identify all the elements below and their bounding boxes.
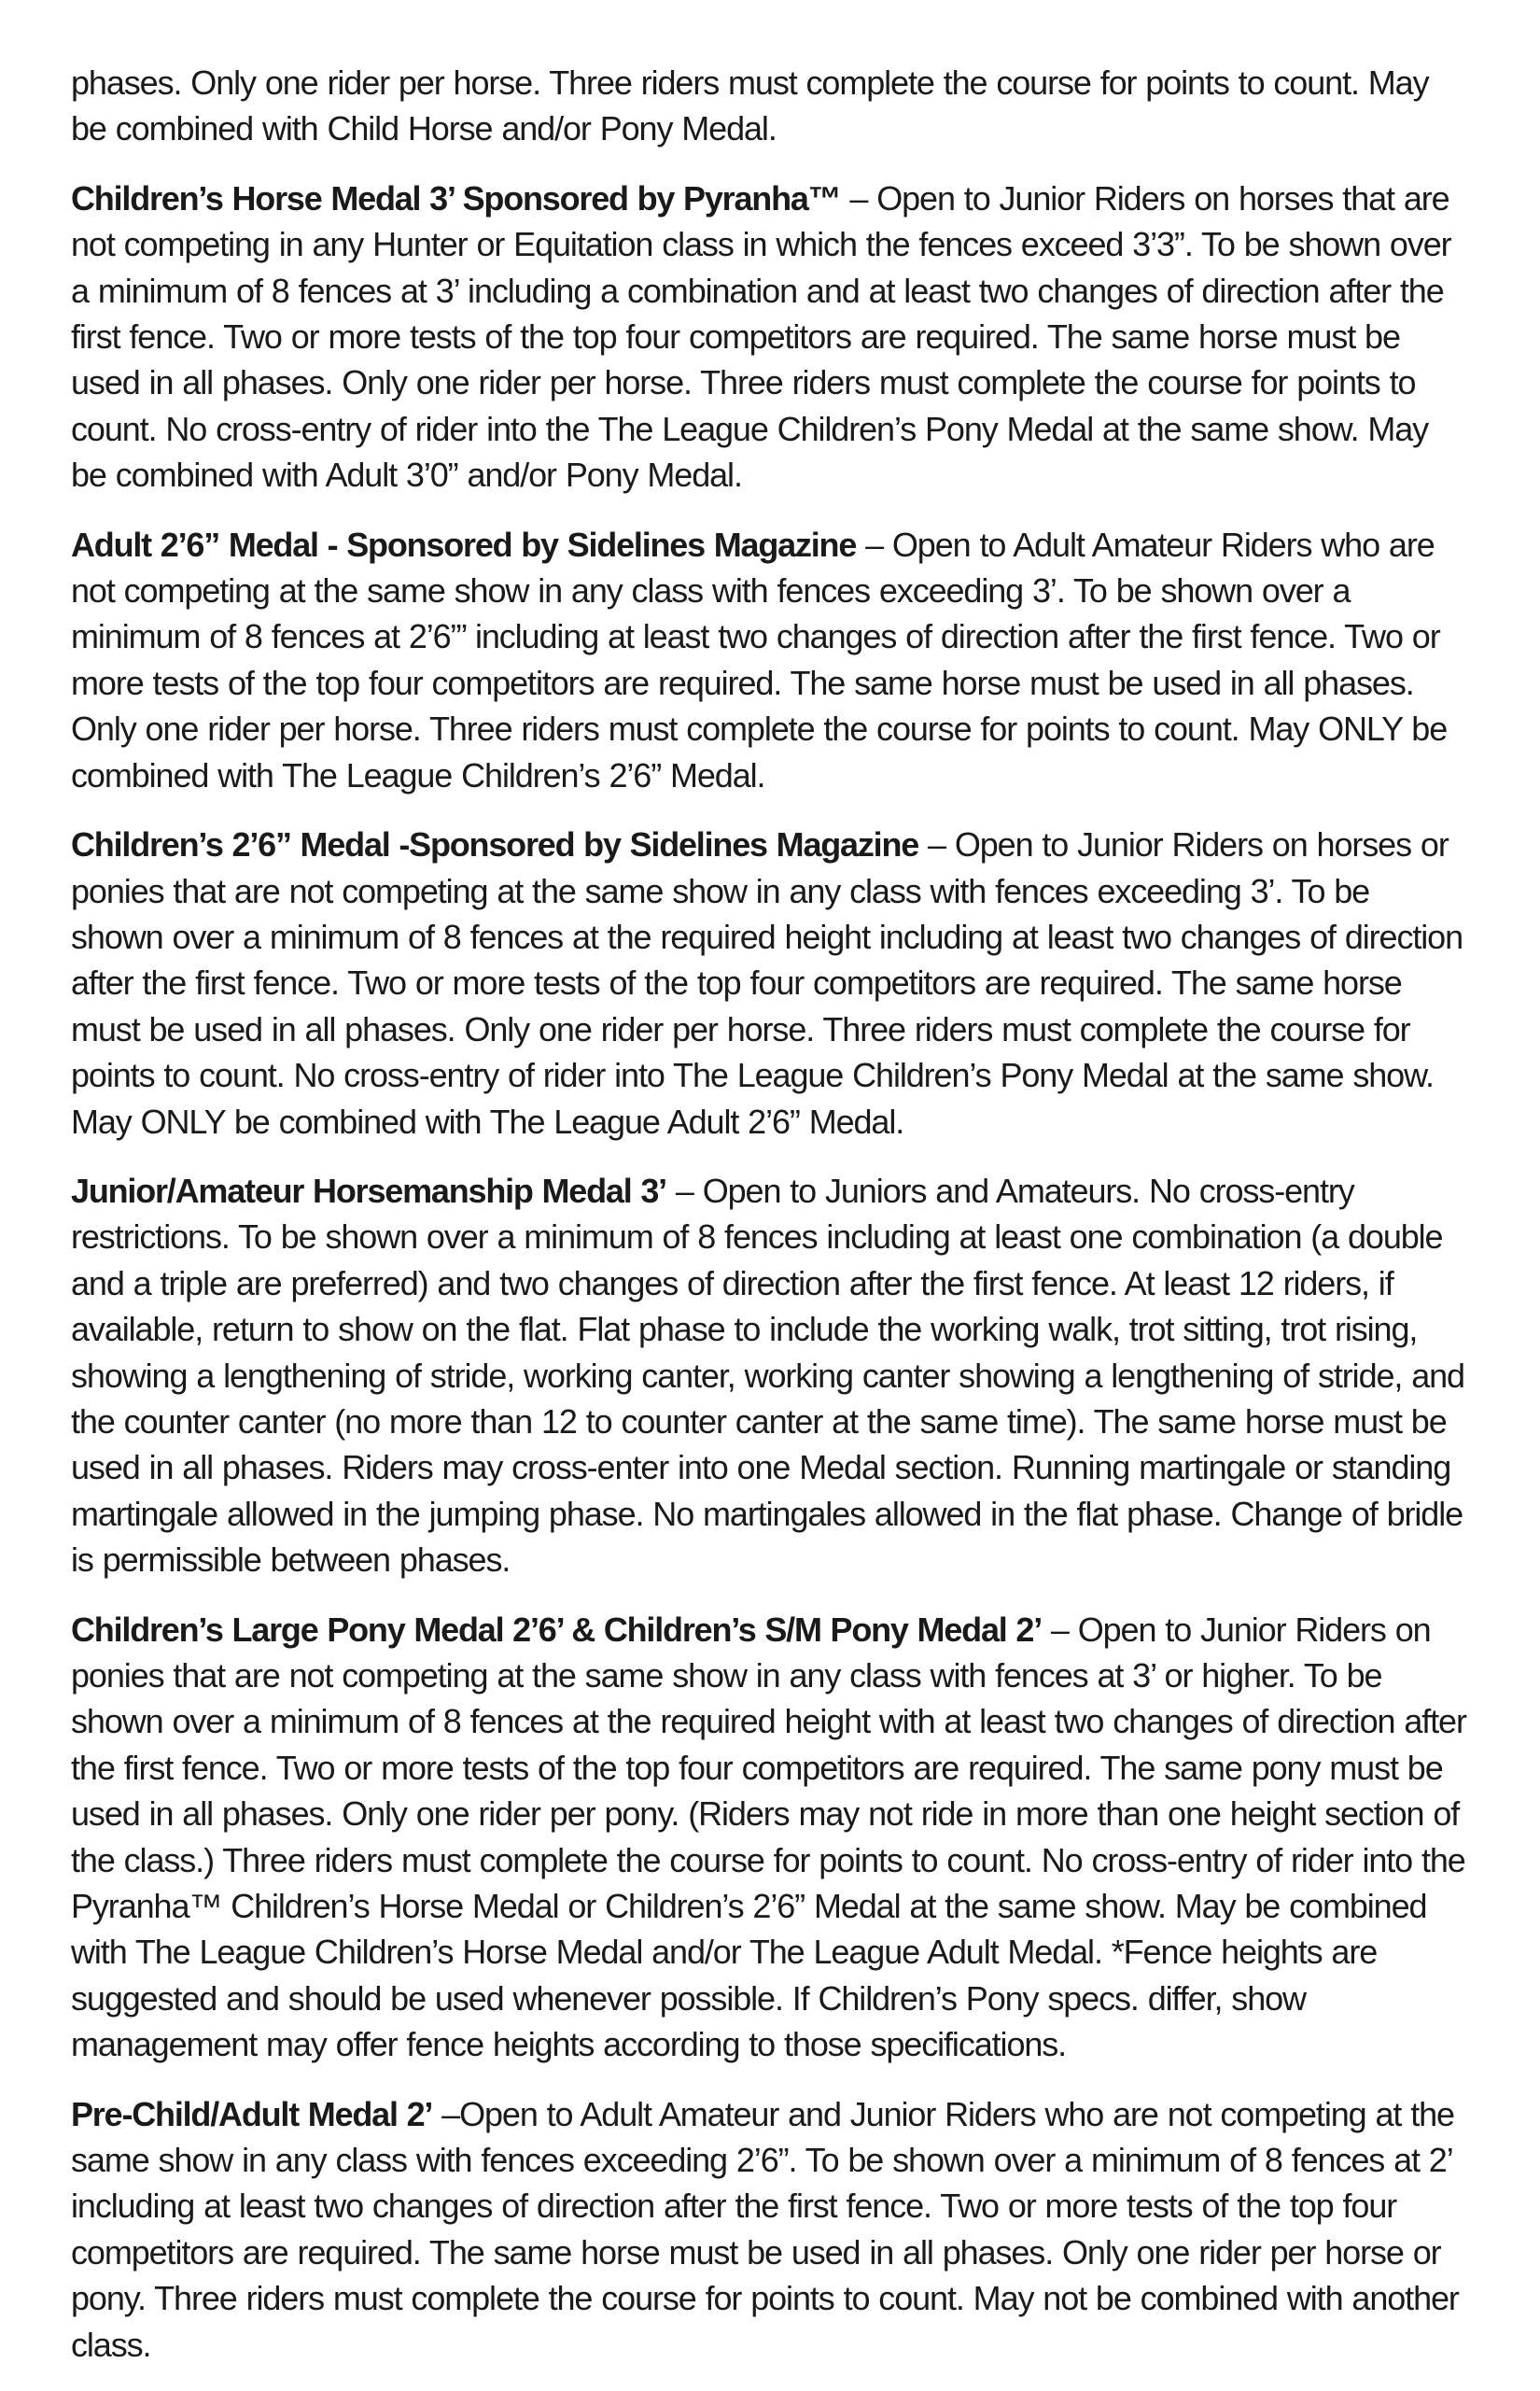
section-body: – Open to Junior Riders on ponies that are not competing at the same show in any class with fences at 3’ or higher. To be shown over a minimum of 8 fences at the required height with at least two changes of direction after the first fence. Two or more tests of the top four competitors are required. The same pony must be used in all phases. Only one rider per pony. (Riders may not ride in more than one height section of the class.) Three riders must complete the course for points to count. No cross-entry of rider into the Pyranha™ Children’s Horse Medal or Children’s 2’6” Medal at the same show. May be combined with The League Children’s Horse Medal and/or The League Adult Medal. *Fence heights are suggested and should be used whenever possible. If Children’s Pony specs. differ, show management may offer fence heights according to those specifications.: [71, 1610, 1466, 2064]
medal-section-pre-child-adult: [71, 2091, 1469, 2368]
section-body: –Open to Adult Amateur and Junior Riders who are not competing at the same show in any class with fences exceeding 2’6”. To be shown over a minimum of 8 fences at 2’ including at least two changes of direction after the first fence. Two or more tests of the top four competitors are required. The same horse must be used in all phases. Only one rider per horse or pony. Three riders must complete the course for points to count. May not be combined with another class.: [71, 2094, 1459, 2364]
continuation-paragraph: [71, 60, 1469, 152]
continuation-text: phases. Only one rider per horse. Three riders must complete the course for points to count. May be combined with Child Horse and/or Pony Medal.: [71, 63, 1429, 148]
section-body: – Open to Junior Riders on horses or ponies that are not competing at the same show in any class with fences exceeding 3’. To be shown over a minimum of 8 fences at the required height including at least two changes of direction after the first fence. Two or more tests of the top four competitors are required. The same horse must be used in all phases. Only one rider per horse. Three riders must complete the course for points to count. No cross-entry of rider into The League Children’s Pony Medal at the same show. May ONLY be combined with The League Adult 2’6” Medal.: [71, 825, 1463, 1141]
section-heading: Pre-Child/Adult Medal 2’: [71, 2094, 433, 2133]
medal-section-childrens-horse: [71, 176, 1469, 499]
medal-section-childrens-2-6: [71, 822, 1469, 1145]
section-heading: Junior/Amateur Horsemanship Medal 3’: [71, 1171, 666, 1210]
section-heading: Children’s Horse Medal 3’ Sponsored by Pyranha™: [71, 178, 841, 218]
document-page: [71, 60, 1469, 2391]
section-body: – Open to Juniors and Amateurs. No cross-entry restrictions. To be shown over a minimum of 8 fences including at least one combination (a double and a triple are preferred) and two changes of direction after the first fence. At least 12 riders, if available, return to show on the flat. Flat phase to include the working walk, trot sitting, trot rising, showing a lengthening of stride, working canter, working canter showing a lengthening of stride, and the counter canter (no more than 12 to counter canter at the same time). The same horse must be used in all phases. Riders may cross-enter into one Medal section. Running martingale or standing martingale allowed in the jumping phase. No martingales allowed in the flat phase. Change of bridle is permissible between phases.: [71, 1171, 1464, 1580]
medal-section-horsemanship: [71, 1168, 1469, 1583]
section-heading: Children’s 2’6” Medal -Sponsored by Sidelines Magazine: [71, 825, 919, 865]
section-body: – Open to Adult Amateur Riders who are not competing at the same show in any class with fences exceeding 3’. To be shown over a minimum of 8 fences at 2’6”’ including at least two changes of direction after the first fence. Two or more tests of the top four competitors are required. The same horse must be used in all phases. Only one rider per horse. Three riders must complete the course for points to count. May ONLY be combined with The League Children’s 2’6” Medal.: [71, 525, 1448, 795]
medal-section-adult-2-6: [71, 522, 1469, 798]
section-heading: Adult 2’6” Medal - Sponsored by Sidelines Magazine: [71, 525, 857, 564]
medal-section-pony: [71, 1607, 1469, 2068]
section-heading: Children’s Large Pony Medal 2’6’ & Children’s S/M Pony Medal 2’: [71, 1610, 1042, 1649]
section-body: – Open to Junior Riders on horses that are not competing in any Hunter or Equitation class in which the fences exceed 3’3”. To be shown over a minimum of 8 fences at 3’ including a combination and at least two changes of direction after the first fence. Two or more tests of the top four competitors are required. The same horse must be used in all phases. Only one rider per horse. Three riders must complete the course for points to count. No cross-entry of rider into the The League Children’s Pony Medal at the same show. May be combined with Adult 3’0” and/or Pony Medal.: [71, 178, 1451, 495]
